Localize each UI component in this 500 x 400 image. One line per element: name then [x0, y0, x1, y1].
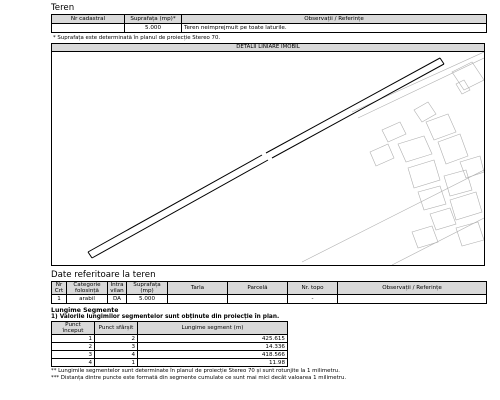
section-title-teren: Teren	[51, 3, 75, 13]
table-cell: 3	[95, 343, 138, 351]
table-cell	[228, 295, 288, 304]
table-cell	[52, 24, 125, 33]
referitoare-header: Parcelă	[228, 282, 288, 295]
segmente-header: Punct început	[52, 322, 95, 335]
table-cell: Teren neimprejmuit pe toate laturile.	[182, 24, 487, 33]
referitoare-header: Suprafața (mp)	[127, 282, 168, 295]
table-row	[52, 335, 288, 343]
referitoare-table	[51, 281, 487, 304]
teren-header: Suprafața (mp)*	[125, 15, 182, 24]
teren-header: Nr cadastral	[52, 15, 125, 24]
table-cell: 4	[52, 359, 95, 367]
table-cell: 4	[95, 351, 138, 359]
table-cell: arabil	[67, 295, 108, 304]
segmente-subtitle: 1) Valorile lungimilor segmentelor sunt obținute din proiecție în plan.	[51, 314, 280, 320]
table-row	[52, 295, 487, 304]
referitoare-header: Observații / Referințe	[338, 282, 487, 295]
referitoare-header: Nr. topo	[288, 282, 338, 295]
referitoare-header: Tarla	[168, 282, 228, 295]
plan-title: DETALII LINIARE IMOBIL	[236, 44, 300, 50]
section-title-referitoare: Date referitoare la teren	[51, 270, 156, 280]
table-cell	[338, 295, 487, 304]
segmente-note-2: *** Distanța dintre puncte este formată din segmente cumulate ce sunt mai mici decât valoarea 1 milimetru.	[51, 375, 347, 381]
referitoare-header: Categorie folosință	[67, 282, 108, 295]
table-cell: 11.98	[138, 359, 288, 367]
segmente-table	[51, 321, 288, 367]
table-cell: 418.566	[138, 351, 288, 359]
parcel-plan-svg	[52, 52, 484, 265]
table-cell: 2	[95, 335, 138, 343]
table-row	[52, 359, 288, 367]
teren-note: * Suprafața este determinată în planul de proiecție Stereo 70.	[53, 35, 221, 41]
table-cell: 1	[52, 295, 67, 304]
table-row	[52, 343, 288, 351]
table-cell: 2	[52, 343, 95, 351]
table-cell: 14.336	[138, 343, 288, 351]
segmente-header: Lungime segment (m)	[138, 322, 288, 335]
table-cell: 425.615	[138, 335, 288, 343]
segmente-note-1: ** Lungimile segmentelor sunt determinate în planul de proiecție Stereo 70 și sunt rotunjite la 1 milimetru.	[51, 368, 340, 374]
table-cell: DA	[108, 295, 127, 304]
table-row	[52, 351, 288, 359]
teren-table	[51, 14, 487, 33]
table-cell: -	[288, 295, 338, 304]
table-cell: 3	[52, 351, 95, 359]
table-cell	[168, 295, 228, 304]
plan-drawing	[51, 51, 485, 266]
referitoare-header: Nr Crt	[52, 282, 67, 295]
table-row	[52, 24, 487, 33]
table-cell: 5.000	[125, 24, 182, 33]
table-cell: 1	[52, 335, 95, 343]
table-cell: 1	[95, 359, 138, 367]
referitoare-header: Intra vilan	[108, 282, 127, 295]
teren-header: Observații / Referințe	[182, 15, 487, 24]
segmente-header: Punct sfârșit	[95, 322, 138, 335]
table-cell: 5.000	[127, 295, 168, 304]
segmente-title: Lungime Segmente	[51, 307, 119, 314]
